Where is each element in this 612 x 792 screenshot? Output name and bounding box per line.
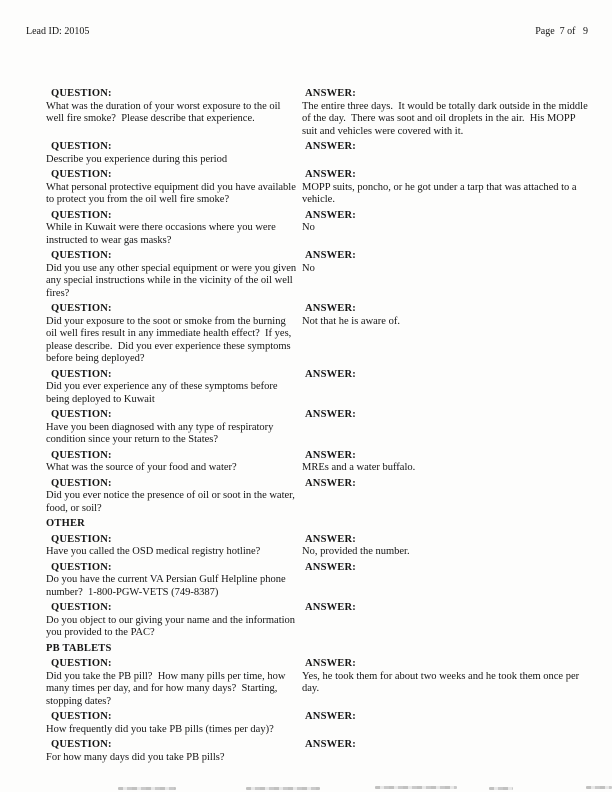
question-text: Do you object to our giving your name and the information you provided to the PAC? [46,614,298,638]
answer-text: No [302,262,315,274]
question-text: For how many days did you take PB pills? [46,751,225,763]
question-label: QUESTION: [51,409,112,420]
question-text: While in Kuwait were there occasions where you were instructed to wear gas masks? [46,222,279,246]
question-label: QUESTION: [51,368,112,380]
section-heading: OTHER [46,518,85,529]
question-cell [46,602,302,640]
question-label: QUESTION: [51,303,112,314]
answer-label: ANSWER: [305,250,356,261]
answer-text: No, provided the number. [302,546,410,557]
qa-body [46,88,592,767]
question-label: QUESTION: [51,169,112,180]
question-cell [46,88,302,138]
question-cell [46,739,302,764]
question-text: What was the source of your food and water? [46,462,237,473]
qa-row [46,658,592,708]
answer-cell [302,409,592,447]
answer-label: ANSWER: [305,449,356,461]
question-label: QUESTION: [51,739,112,750]
scan-artifact [586,786,612,789]
question-cell [46,169,302,207]
question-text: How frequently did you take PB pills (times per day)? [46,723,274,735]
answer-text: Yes, he took them for about two weeks and he took them once per day. [302,670,582,694]
answer-cell [302,303,592,366]
qa-row [46,169,592,207]
answer-label: ANSWER: [305,711,356,722]
qa-row [46,534,592,559]
scan-artifact [375,786,457,789]
scan-artifact [246,787,320,790]
answer-cell [302,602,592,640]
answer-cell [302,369,592,407]
answer-label: ANSWER: [305,141,356,152]
answer-cell [302,658,592,708]
page-header [26,26,588,39]
question-cell [46,250,302,300]
answer-cell [302,169,592,207]
answer-label: ANSWER: [305,368,356,380]
question-label: QUESTION: [51,209,112,221]
answer-label: ANSWER: [305,602,356,613]
qa-row [46,250,592,300]
question-label: QUESTION: [51,561,112,573]
question-label: QUESTION: [51,477,112,489]
question-cell [46,409,302,447]
qa-row [46,88,592,138]
answer-text: The entire three days. It would be totally dark outside in the middle of the day. There was soot and oil droplets in the air. His MOPP suit and vehicles were covered with it. [302,100,591,137]
qa-row [46,450,592,475]
scan-artifact [489,787,513,790]
answer-cell [302,534,592,559]
lead-id: Lead ID: 20105 [26,26,90,37]
answer-label: ANSWER: [305,209,356,221]
qa-row [46,478,592,516]
answer-label: ANSWER: [305,533,356,545]
qa-row [46,409,592,447]
qa-row [46,303,592,366]
answer-label: ANSWER: [305,409,356,420]
question-label: QUESTION: [51,141,112,152]
question-text: What personal protective equipment did you have available to protect you from the oil well fire smoke? [46,181,299,205]
question-cell [46,711,302,736]
qa-row [46,602,592,640]
question-cell [46,534,302,559]
answer-label: ANSWER: [305,739,356,750]
answer-cell [302,88,592,138]
answer-label: ANSWER: [305,658,356,669]
question-text: Do you have the current VA Persian Gulf Helpline phone number? 1-800-PGW-VETS (749-8387) [46,574,289,598]
qa-row [46,562,592,600]
answer-label: ANSWER: [305,303,356,314]
qa-row [46,711,592,736]
question-cell [46,210,302,248]
answer-text: No [302,222,315,233]
answer-label: ANSWER: [305,477,356,489]
question-label: QUESTION: [51,658,112,669]
question-label: QUESTION: [51,602,112,613]
answer-cell [302,739,592,764]
question-label: QUESTION: [51,88,112,99]
qa-row [46,210,592,248]
question-text: Did you ever experience any of these symptoms before being deployed to Kuwait [46,381,281,405]
page-number: Page 7 of 9 [535,26,588,37]
qa-row [46,369,592,407]
question-label: QUESTION: [51,533,112,545]
question-cell [46,141,302,166]
question-cell [46,478,302,516]
question-text: Did you take the PB pill? How many pills per time, how many times per day, and for how many days? Starting, stopping dates? [46,670,289,707]
answer-text: Not that he is aware of. [302,315,400,327]
answer-label: ANSWER: [305,561,356,573]
answer-cell [302,250,592,300]
answer-cell [302,210,592,248]
question-text: Describe you experience during this period [46,153,228,165]
qa-row [46,739,592,764]
answer-cell [302,711,592,736]
answer-cell [302,562,592,600]
answer-text: MREs and a water buffalo. [302,462,416,473]
section-heading: PB TABLETS [46,642,112,654]
question-label: QUESTION: [51,711,112,722]
answer-label: ANSWER: [305,169,356,180]
qa-row [46,141,592,166]
question-text: Did you ever notice the presence of oil or soot in the water, food, or soil? [46,490,298,514]
question-text: Did your exposure to the soot or smoke from the burning oil well fires result in any immediate health effect? If yes, please describe. Did you ever experience these symptoms before being deployed? [46,315,294,364]
question-cell [46,658,302,708]
question-text: Have you been diagnosed with any type of respiratory condition since your return to the States? [46,421,277,445]
answer-cell [302,141,592,166]
question-text: Did you use any other special equipment or were you given any special instructions while in the vicinity of the oil well fires? [46,262,299,299]
answer-cell [302,450,592,475]
question-cell [46,369,302,407]
question-cell [46,450,302,475]
answer-label: ANSWER: [305,88,356,99]
question-cell [46,303,302,366]
scan-artifact [118,787,176,790]
answer-cell [302,478,592,516]
answer-text: MOPP suits, poncho, or he got under a tarp that was attached to a vehicle. [302,181,580,205]
question-label: QUESTION: [51,449,112,461]
question-cell [46,562,302,600]
question-label: QUESTION: [51,250,112,261]
question-text: What was the duration of your worst exposure to the oil well fire smoke? Please describe that experience. [46,100,284,124]
question-text: Have you called the OSD medical registry hotline? [46,546,261,557]
